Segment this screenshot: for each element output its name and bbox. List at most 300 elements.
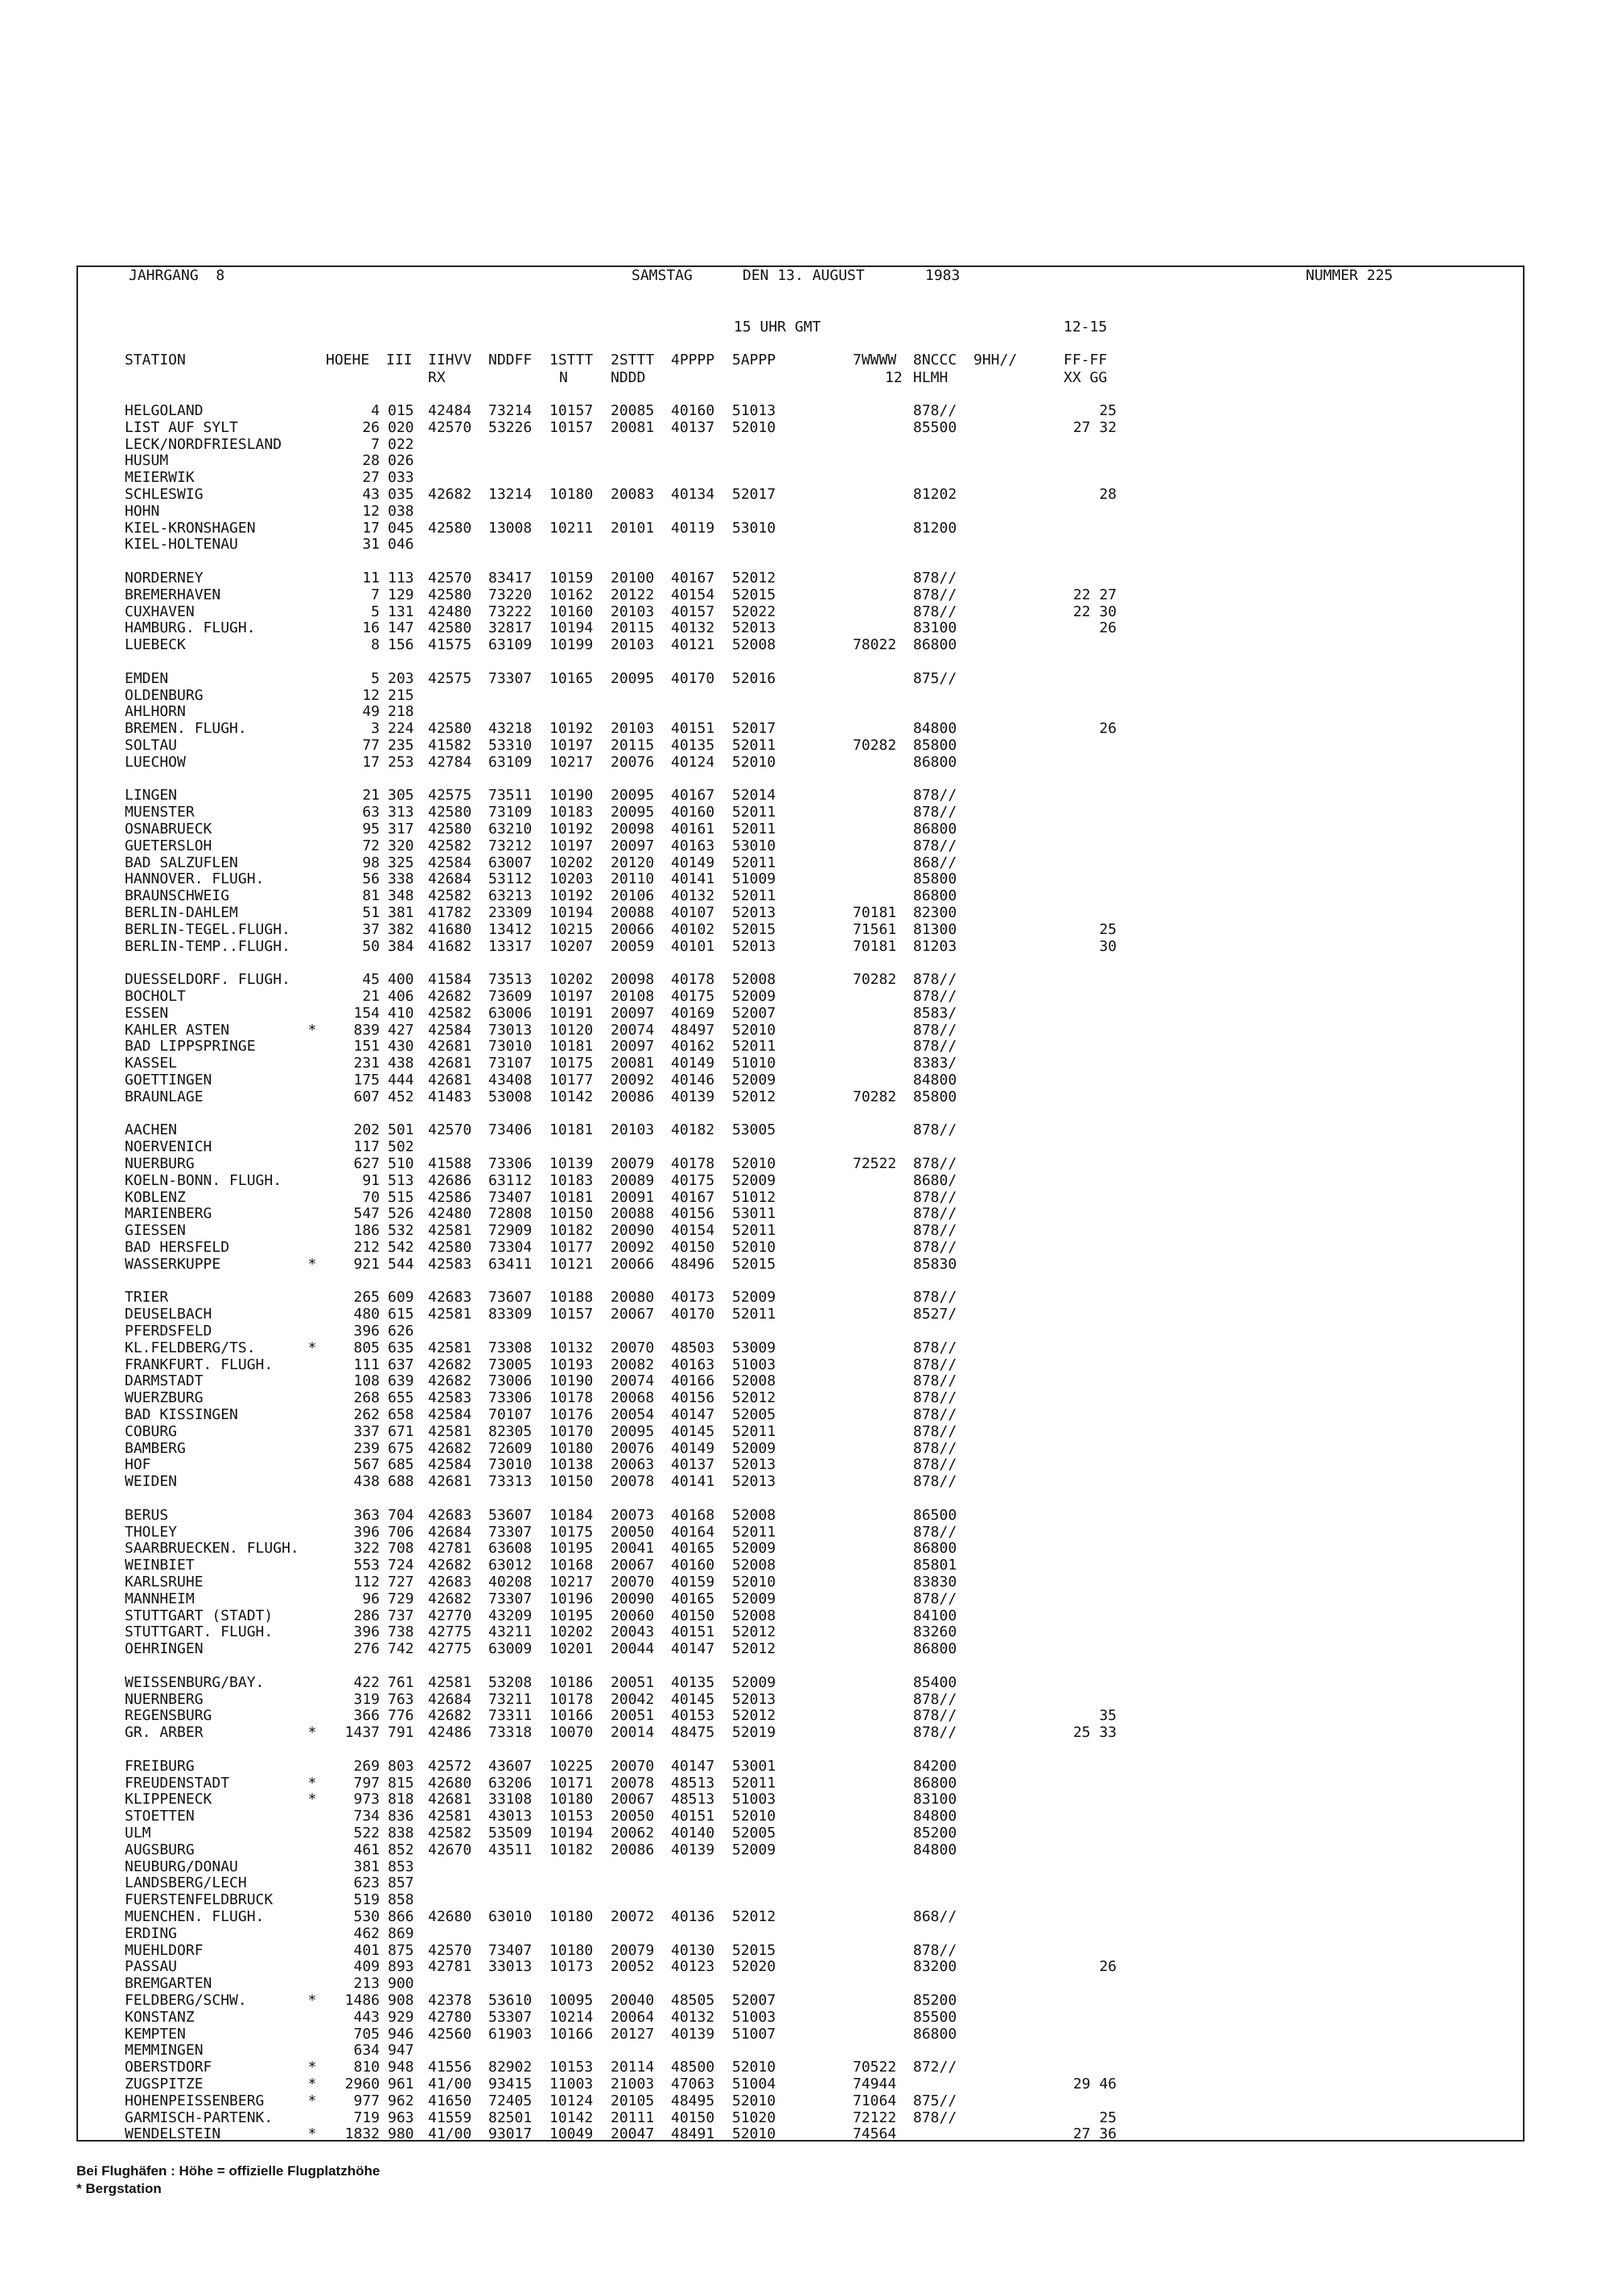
table-row — [0, 1623, 1207, 1640]
cell-iihvv: 42582 — [428, 1004, 472, 1022]
table-row — [0, 938, 1207, 955]
table-row — [0, 1808, 1207, 1825]
cell-iii: 858 — [388, 1891, 414, 1909]
cell-iii: 544 — [388, 1255, 414, 1273]
cell-2sttt: 20047 — [611, 2125, 655, 2143]
cell-2sttt: 20090 — [611, 1222, 655, 1240]
table-row — [0, 754, 1207, 771]
cell-2sttt: 20127 — [611, 2025, 655, 2043]
cell-station: COBURG — [125, 1422, 178, 1440]
cell-4pppp: 40157 — [671, 603, 715, 620]
cell-hoehe: 5 — [371, 669, 380, 687]
cell-iii: 113 — [388, 570, 414, 586]
cell-2sttt: 20073 — [611, 1506, 655, 1524]
cell-ff: 29 46 — [1072, 2076, 1117, 2092]
cell-1sttt: 10165 — [549, 669, 594, 687]
cell-8nccc: 872// — [913, 2059, 957, 2076]
cell-4pppp: 48491 — [671, 2125, 715, 2143]
table-row — [0, 1306, 1207, 1323]
cell-7wwww: 70522 — [853, 2059, 897, 2076]
cell-nddff: 73407 — [488, 1941, 533, 1959]
cell-hoehe: 366 — [353, 1707, 380, 1725]
table-row — [0, 619, 1207, 636]
cell-hoehe: 396 — [353, 1523, 380, 1541]
cell-2sttt: 20095 — [611, 669, 655, 687]
cell-2sttt: 20067 — [611, 1791, 655, 1808]
cell-2sttt: 20063 — [611, 1456, 655, 1474]
cell-2sttt: 20120 — [611, 854, 655, 871]
cell-station: MUEHLDORF — [125, 1941, 204, 1959]
cell-station: BREMGARTEN — [125, 1975, 212, 1993]
cell-1sttt: 10124 — [549, 2092, 594, 2109]
cell-iihvv: 42680 — [428, 1908, 472, 1925]
cell-iii: 946 — [388, 2025, 414, 2043]
cell-4pppp: 40150 — [671, 2109, 715, 2126]
cell-4pppp: 40154 — [671, 586, 715, 603]
cell-4pppp: 40141 — [671, 870, 715, 888]
cell-5appp: 52005 — [732, 1406, 776, 1423]
cell-5appp: 52015 — [732, 1941, 776, 1959]
cell-4pppp: 40147 — [671, 1406, 715, 1423]
cell-station: HAMBURG. FLUGH. — [125, 619, 256, 637]
cell-iii: 900 — [388, 1975, 414, 1993]
cell-hoehe: 438 — [353, 1473, 380, 1491]
table-row — [0, 1992, 1207, 2009]
cell-5appp: 52013 — [732, 937, 776, 955]
cell-hoehe: 443 — [353, 2008, 380, 2026]
cell-5appp: 52013 — [732, 1690, 776, 1708]
cell-station: OBERSTDORF * — [125, 2059, 317, 2076]
cell-1sttt: 10153 — [549, 1808, 594, 1825]
cell-station: ERDING — [125, 1924, 178, 1942]
cell-1sttt: 11003 — [549, 2076, 594, 2092]
cell-4pppp: 40150 — [671, 1239, 715, 1256]
cell-8nccc: 875// — [913, 669, 957, 687]
cell-nddff: 73306 — [488, 1389, 533, 1407]
cell-iii: 502 — [388, 1138, 414, 1156]
table-row — [0, 670, 1207, 687]
cell-iihvv: 42584 — [428, 1021, 472, 1039]
cell-5appp: 52010 — [732, 1574, 776, 1590]
cell-iii: 147 — [388, 619, 414, 637]
cell-station: WEISSENBURG/BAY. — [125, 1673, 265, 1691]
cell-ff: 22 27 — [1072, 586, 1117, 603]
col-12: 12 — [885, 369, 903, 386]
cell-iihvv: 41782 — [428, 904, 472, 921]
cell-4pppp: 40163 — [671, 837, 715, 854]
table-row — [0, 1022, 1207, 1039]
cell-8nccc: 85800 — [913, 1088, 957, 1105]
cell-1sttt: 10132 — [549, 1339, 594, 1356]
cell-nddff: 93415 — [488, 2076, 533, 2092]
cell-nddff: 73212 — [488, 837, 533, 854]
cell-station: AUGSBURG — [125, 1841, 195, 1858]
cell-iihvv: 42581 — [428, 1339, 472, 1356]
cell-nddff: 73010 — [488, 1456, 533, 1474]
table-row — [0, 503, 1207, 520]
cell-nddff: 63010 — [488, 1908, 533, 1925]
table-row — [0, 1775, 1207, 1792]
cell-8nccc: 878// — [913, 988, 957, 1005]
cell-4pppp: 40137 — [671, 1456, 715, 1474]
table-row — [0, 787, 1207, 804]
cell-7wwww: 70181 — [853, 904, 897, 921]
cell-1sttt: 10217 — [549, 1574, 594, 1590]
cell-1sttt: 10180 — [549, 1439, 594, 1457]
cell-iihvv: 42582 — [428, 1825, 472, 1841]
cell-5appp: 52010 — [732, 2125, 776, 2143]
cell-4pppp: 40145 — [671, 1690, 715, 1708]
cell-iii: 305 — [388, 787, 414, 804]
cell-station: WUERZBURG — [125, 1389, 204, 1407]
table-row — [0, 520, 1207, 537]
cell-2sttt: 21003 — [611, 2076, 655, 2092]
cell-iii: 235 — [388, 737, 414, 754]
cell-2sttt: 20067 — [611, 1557, 655, 1574]
cell-2sttt: 20042 — [611, 1690, 655, 1708]
cell-4pppp: 40175 — [671, 988, 715, 1005]
cell-4pppp: 40145 — [671, 1422, 715, 1440]
cell-5appp: 52008 — [732, 1557, 776, 1574]
cell-8nccc: 83830 — [913, 1574, 957, 1590]
cell-iii: 045 — [388, 519, 414, 537]
cell-hoehe: 49 — [362, 703, 380, 721]
cell-iihvv: 42684 — [428, 870, 472, 888]
cell-4pppp: 40132 — [671, 619, 715, 637]
cell-8nccc: 878// — [913, 1205, 957, 1223]
cell-iii: 688 — [388, 1473, 414, 1491]
col-hoehe: HOEHE — [326, 352, 370, 368]
cell-hoehe: 839 — [353, 1021, 380, 1039]
cell-hoehe: 37 — [362, 920, 380, 938]
cell-nddff: 73304 — [488, 1239, 533, 1256]
cell-iii: 325 — [388, 854, 414, 871]
cell-1sttt: 10194 — [549, 1825, 594, 1841]
cell-nddff: 53208 — [488, 1673, 533, 1691]
cell-station: HOHN — [125, 502, 160, 520]
cell-iihvv: 42582 — [428, 837, 472, 854]
cell-4pppp: 40164 — [671, 1523, 715, 1541]
cell-station: EMDEN — [125, 669, 169, 687]
cell-8nccc: 878// — [913, 1339, 957, 1356]
cell-iii: 406 — [388, 988, 414, 1005]
cell-nddff: 63109 — [488, 753, 533, 771]
cell-station: ZUGSPITZE * — [125, 2076, 317, 2092]
cell-iihvv: 42480 — [428, 603, 472, 620]
table-row — [0, 854, 1207, 871]
table-row — [0, 1758, 1207, 1775]
cell-2sttt: 20066 — [611, 920, 655, 938]
cell-4pppp: 48497 — [671, 1021, 715, 1039]
table-row — [0, 2042, 1207, 2059]
cell-8nccc: 878// — [913, 570, 957, 586]
cell-7wwww: 74944 — [853, 2076, 897, 2092]
cell-iii: 526 — [388, 1205, 414, 1223]
cell-4pppp: 48505 — [671, 1992, 715, 2009]
cell-station: HELGOLAND — [125, 402, 204, 419]
table-row — [0, 1674, 1207, 1691]
footnotes — [76, 2162, 380, 2198]
cell-iihvv: 41584 — [428, 971, 472, 989]
cell-iii: 962 — [388, 2092, 414, 2109]
table-row — [0, 1590, 1207, 1607]
col-2sttt: 2STTT — [611, 352, 655, 368]
cell-5appp: 52009 — [732, 1289, 776, 1306]
cell-hoehe: 111 — [353, 1356, 380, 1373]
cell-iii: 515 — [388, 1188, 414, 1206]
cell-4pppp: 40123 — [671, 1958, 715, 1976]
cell-4pppp: 40165 — [671, 1590, 715, 1607]
cell-iihvv: 42570 — [428, 1121, 472, 1139]
cell-nddff: 13214 — [488, 486, 533, 503]
table-row — [0, 419, 1207, 436]
cell-4pppp: 40132 — [671, 887, 715, 905]
cell-nddff: 73511 — [488, 787, 533, 804]
cell-iihvv: 42775 — [428, 1640, 472, 1658]
cell-5appp: 51009 — [732, 870, 776, 888]
cell-iii: 724 — [388, 1557, 414, 1574]
cell-iii: 738 — [388, 1623, 414, 1641]
cell-station: OEHRINGEN — [125, 1640, 204, 1658]
cell-iii: 961 — [388, 2076, 414, 2092]
cell-5appp: 52012 — [732, 1908, 776, 1925]
cell-iii: 980 — [388, 2125, 414, 2143]
cell-1sttt: 10182 — [549, 1222, 594, 1240]
cell-1sttt: 10049 — [549, 2125, 594, 2143]
cell-ff: 25 — [1099, 2109, 1117, 2126]
cell-4pppp: 40135 — [671, 1673, 715, 1691]
cell-hoehe: 530 — [353, 1908, 380, 1925]
cell-7wwww: 71561 — [853, 920, 897, 938]
cell-4pppp: 40140 — [671, 1825, 715, 1841]
cell-ff: 26 — [1099, 720, 1117, 738]
table-row — [0, 1155, 1207, 1172]
cell-1sttt: 10142 — [549, 2109, 594, 2126]
cell-2sttt: 20078 — [611, 1774, 655, 1792]
cell-2sttt: 20059 — [611, 937, 655, 955]
cell-nddff: 43408 — [488, 1072, 533, 1088]
cell-8nccc: 878// — [913, 1289, 957, 1306]
cell-iihvv: 42378 — [428, 1992, 472, 2009]
cell-4pppp: 40162 — [671, 1038, 715, 1055]
cell-5appp: 52015 — [732, 1255, 776, 1273]
table-row — [0, 402, 1207, 419]
cell-1sttt: 10180 — [549, 1941, 594, 1959]
cell-nddff: 73318 — [488, 1724, 533, 1742]
cell-hoehe: 567 — [353, 1456, 380, 1474]
cell-iii: 791 — [388, 1724, 414, 1742]
cell-2sttt: 20088 — [611, 904, 655, 921]
cell-5appp: 52009 — [732, 1540, 776, 1557]
cell-5appp: 52011 — [732, 1422, 776, 1440]
cell-7wwww: 72122 — [853, 2109, 897, 2126]
cell-1sttt: 10197 — [549, 837, 594, 854]
cell-nddff: 33108 — [488, 1791, 533, 1808]
cell-5appp: 52007 — [732, 1992, 776, 2009]
cell-iii: 852 — [388, 1841, 414, 1858]
cell-station: KOELN-BONN. FLUGH. — [125, 1171, 282, 1189]
cell-hoehe: 480 — [353, 1306, 380, 1323]
cell-iihvv: 42580 — [428, 619, 472, 637]
cell-4pppp: 40175 — [671, 1171, 715, 1189]
cell-2sttt: 20070 — [611, 1757, 655, 1775]
cell-hoehe: 56 — [362, 870, 380, 888]
cell-nddff: 53112 — [488, 870, 533, 888]
cell-hoehe: 231 — [353, 1055, 380, 1072]
cell-4pppp: 40170 — [671, 669, 715, 687]
cell-iii: 658 — [388, 1406, 414, 1423]
cell-nddff: 63210 — [488, 821, 533, 837]
cell-iii: 427 — [388, 1021, 414, 1039]
cell-5appp: 51010 — [732, 1055, 776, 1072]
cell-station: WENDELSTEIN * — [125, 2125, 317, 2143]
cell-station: KOBLENZ — [125, 1188, 186, 1206]
cell-hoehe: 21 — [362, 787, 380, 804]
cell-5appp: 51012 — [732, 1188, 776, 1206]
cell-8nccc: 81202 — [913, 486, 957, 503]
cell-4pppp: 40146 — [671, 1072, 715, 1088]
cell-1sttt: 10183 — [549, 804, 594, 821]
cell-4pppp: 40132 — [671, 2008, 715, 2026]
col-ff-ff: FF-FF — [1064, 352, 1108, 368]
cell-2sttt: 20050 — [611, 1523, 655, 1541]
cell-4pppp: 40139 — [671, 1088, 715, 1105]
cell-hoehe: 27 — [362, 469, 380, 487]
cell-8nccc: 84800 — [913, 1072, 957, 1088]
cell-5appp: 52019 — [732, 1724, 776, 1742]
cell-station: CUXHAVEN — [125, 603, 195, 620]
cell-1sttt: 10192 — [549, 720, 594, 738]
cell-5appp: 51020 — [732, 2109, 776, 2126]
cell-station: KEMPTEN — [125, 2025, 186, 2043]
table-row — [0, 1372, 1207, 1389]
cell-2sttt: 20097 — [611, 1038, 655, 1055]
cell-hoehe: 921 — [353, 1255, 380, 1273]
table-row — [0, 1874, 1207, 1891]
cell-nddff: 53310 — [488, 737, 533, 754]
cell-nddff: 13317 — [488, 937, 533, 955]
cell-2sttt: 20097 — [611, 837, 655, 854]
cell-2sttt: 20089 — [611, 1171, 655, 1189]
cell-hoehe: 363 — [353, 1506, 380, 1524]
cell-hoehe: 607 — [353, 1088, 380, 1105]
cell-iihvv: 42584 — [428, 1456, 472, 1474]
cell-hoehe: 72 — [362, 837, 380, 854]
cell-iihvv: 42581 — [428, 1808, 472, 1825]
cell-2sttt: 20115 — [611, 737, 655, 754]
cell-station: KONSTANZ — [125, 2008, 195, 2026]
cell-station: AACHEN — [125, 1121, 178, 1139]
cell-hoehe: 21 — [362, 988, 380, 1005]
table-row — [0, 1005, 1207, 1022]
cell-4pppp: 40173 — [671, 1289, 715, 1306]
cell-iii: 729 — [388, 1590, 414, 1607]
cell-hoehe: 51 — [362, 904, 380, 921]
cell-1sttt: 10176 — [549, 1406, 594, 1423]
cell-station: KIEL-HOLTENAU — [125, 536, 238, 553]
table-row — [0, 1975, 1207, 1992]
cell-iii: 948 — [388, 2059, 414, 2076]
cell-iii: 908 — [388, 1992, 414, 2009]
cell-iii: 626 — [388, 1323, 414, 1339]
cell-iihvv: 42682 — [428, 486, 472, 503]
col-iihvv: IIHVV — [428, 352, 472, 368]
cell-5appp: 52011 — [732, 1222, 776, 1240]
cell-2sttt: 20108 — [611, 988, 655, 1005]
cell-1sttt: 10180 — [549, 486, 594, 503]
cell-8nccc: 878// — [913, 837, 957, 854]
cell-iihvv: 42683 — [428, 1289, 472, 1306]
cell-1sttt: 10173 — [549, 1958, 594, 1976]
cell-iii: 348 — [388, 887, 414, 905]
cell-nddff: 82305 — [488, 1422, 533, 1440]
cell-station: HOF — [125, 1456, 151, 1474]
cell-station: AHLHORN — [125, 703, 186, 721]
cell-4pppp: 48475 — [671, 1724, 715, 1742]
cell-7wwww: 70282 — [853, 971, 897, 989]
cell-2sttt: 20091 — [611, 1188, 655, 1206]
cell-iii: 400 — [388, 971, 414, 989]
cell-iii: 203 — [388, 669, 414, 687]
cell-nddff: 73306 — [488, 1155, 533, 1172]
cell-ff: 30 — [1099, 937, 1117, 955]
cell-iii: 501 — [388, 1121, 414, 1139]
cell-8nccc: 8527/ — [913, 1306, 957, 1323]
cell-4pppp: 40178 — [671, 971, 715, 989]
cell-8nccc: 878// — [913, 971, 957, 989]
cell-iii: 761 — [388, 1673, 414, 1691]
cell-5appp: 52009 — [732, 1841, 776, 1858]
cell-iihvv: 42581 — [428, 1222, 472, 1240]
cell-nddff: 73307 — [488, 1523, 533, 1541]
cell-5appp: 53001 — [732, 1757, 776, 1775]
table-row — [0, 1389, 1207, 1406]
cell-7wwww: 70282 — [853, 1088, 897, 1105]
cell-5appp: 53010 — [732, 837, 776, 854]
cell-4pppp: 40149 — [671, 1055, 715, 1072]
cell-station: GUETERSLOH — [125, 837, 212, 854]
cell-iihvv: 42670 — [428, 1841, 472, 1858]
cell-nddff: 53607 — [488, 1506, 533, 1524]
cell-7wwww: 70282 — [853, 737, 897, 754]
cell-iii: 382 — [388, 920, 414, 938]
cell-2sttt: 20090 — [611, 1590, 655, 1607]
table-row — [0, 1908, 1207, 1925]
cell-iii: 727 — [388, 1574, 414, 1590]
cell-4pppp: 40170 — [671, 1306, 715, 1323]
cell-4pppp: 40130 — [671, 1941, 715, 1959]
cell-nddff: 43209 — [488, 1607, 533, 1624]
cell-station: STUTTGART. FLUGH. — [125, 1623, 274, 1641]
cell-iii: 513 — [388, 1171, 414, 1189]
cell-iihvv: 42570 — [428, 1941, 472, 1959]
cell-nddff: 73010 — [488, 1038, 533, 1055]
cell-iihvv: 42484 — [428, 402, 472, 419]
cell-ff: 26 — [1099, 619, 1117, 637]
table-row — [0, 1707, 1207, 1724]
cell-5appp: 52011 — [732, 1774, 776, 1792]
cell-8nccc: 878// — [913, 402, 957, 419]
table-row — [0, 1540, 1207, 1557]
cell-hoehe: 43 — [362, 486, 380, 503]
cell-iihvv: 42682 — [428, 1707, 472, 1725]
cell-5appp: 52013 — [732, 904, 776, 921]
cell-station: STUTTGART (STADT) — [125, 1607, 274, 1624]
cell-station: NUERBURG — [125, 1155, 195, 1172]
cell-iii: 615 — [388, 1306, 414, 1323]
cell-4pppp: 40169 — [671, 1004, 715, 1022]
cell-hoehe: 91 — [362, 1171, 380, 1189]
